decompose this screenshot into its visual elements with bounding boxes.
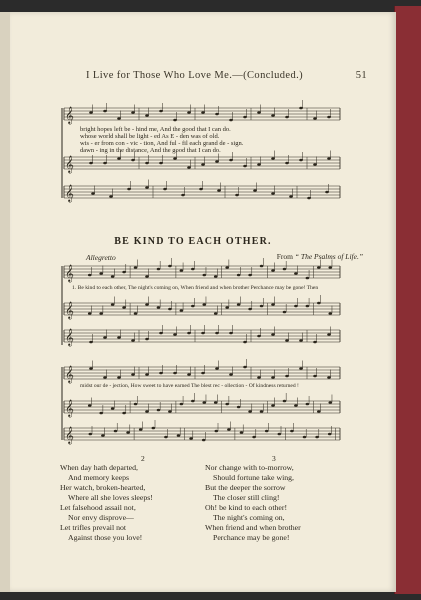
- note-head: [265, 430, 269, 433]
- running-head-title: I Live for Those Who Love Me.—(Concluded.): [86, 70, 304, 81]
- note-head: [243, 165, 247, 168]
- note-head: [257, 111, 261, 114]
- note-head: [187, 373, 191, 376]
- note-head: [88, 404, 92, 407]
- note-head: [237, 406, 241, 409]
- note-head: [215, 160, 219, 163]
- note-head: [283, 268, 287, 271]
- note-head: [191, 268, 195, 271]
- note-head: [283, 311, 287, 314]
- note-head: [187, 111, 191, 114]
- note-head: [217, 189, 221, 192]
- note-head: [173, 157, 177, 160]
- svg-text:𝄞: 𝄞: [65, 301, 74, 319]
- note-head: [327, 116, 331, 119]
- svg-text:𝄞: 𝄞: [65, 328, 74, 346]
- note-head: [131, 339, 135, 342]
- note-head: [180, 309, 184, 312]
- note-head: [152, 427, 156, 430]
- note-head: [114, 430, 118, 433]
- note-head: [187, 166, 191, 169]
- verse3: [205, 463, 301, 543]
- note-head: [285, 116, 289, 119]
- verse3-line: The night's coming on,: [213, 513, 285, 522]
- note-head: [139, 428, 143, 431]
- note-head: [248, 308, 252, 311]
- svg-text:𝄞: 𝄞: [65, 184, 74, 202]
- note-head: [243, 341, 247, 344]
- note-head: [271, 333, 275, 336]
- note-head: [315, 436, 319, 439]
- song2-lyric-line-1: 1. Be kind to each other, The night's coming on, When friend and when brother Perchance may be gone! Then: [72, 285, 319, 291]
- note-head: [317, 302, 321, 305]
- note-head: [145, 275, 149, 278]
- note-head: [117, 157, 121, 160]
- note-head: [157, 268, 161, 271]
- note-head: [260, 410, 264, 413]
- note-head: [307, 197, 311, 200]
- note-head: [145, 373, 149, 376]
- note-head: [145, 303, 149, 306]
- note-head: [227, 428, 231, 431]
- note-head: [127, 188, 131, 191]
- note-head: [122, 412, 126, 415]
- note-head: [235, 194, 239, 197]
- note-head: [159, 110, 163, 113]
- note-head: [101, 434, 105, 437]
- note-head: [327, 376, 331, 379]
- note-head: [159, 332, 163, 335]
- note-head: [271, 376, 275, 379]
- note-head: [325, 191, 329, 194]
- note-head: [134, 266, 138, 269]
- song2-lyric-line-2: midst our de - jection, How sweet to have earned The blest rec - ollection - Of kindness returned !: [80, 383, 299, 389]
- page-number: 51: [355, 70, 367, 81]
- note-head: [164, 436, 168, 439]
- note-head: [91, 192, 95, 195]
- note-head: [214, 312, 218, 315]
- note-head: [243, 366, 247, 369]
- verse3-line: Oh! be kind to each other!: [205, 503, 288, 512]
- note-head: [303, 436, 307, 439]
- verse3-number: 3: [272, 454, 276, 463]
- song2-staff-4: [64, 359, 340, 383]
- note-head: [285, 375, 289, 378]
- note-head: [117, 117, 121, 120]
- note-head: [181, 194, 185, 197]
- note-head: [103, 162, 107, 165]
- note-head: [103, 110, 107, 113]
- tempo-marking: Allegretto: [86, 253, 116, 262]
- note-head: [215, 367, 219, 370]
- note-head: [306, 277, 310, 280]
- note-head: [299, 367, 303, 370]
- note-head: [317, 266, 321, 269]
- note-head: [257, 163, 261, 166]
- note-head: [168, 410, 172, 413]
- verse2-line: Where all she loves sleeps!: [68, 493, 153, 502]
- note-head: [253, 189, 257, 192]
- svg-text:𝄞: 𝄞: [65, 106, 74, 124]
- note-head: [327, 157, 331, 160]
- note-head: [173, 372, 177, 375]
- note-head: [306, 403, 310, 406]
- note-head: [168, 308, 172, 311]
- note-head: [229, 332, 233, 335]
- song1-lyric-line-1: bright hopes left be - hind me, And the good that I can do.: [80, 126, 231, 133]
- verse2-line: Her watch, broken-hearted,: [60, 483, 146, 492]
- note-head: [187, 332, 191, 335]
- note-head: [191, 305, 195, 308]
- verse2: [60, 463, 153, 543]
- note-head: [328, 401, 332, 404]
- note-head: [117, 376, 121, 379]
- note-head: [201, 332, 205, 335]
- note-head: [229, 373, 233, 376]
- note-head: [89, 367, 93, 370]
- note-head: [214, 401, 218, 404]
- note-head: [285, 162, 289, 165]
- song1-lyric-line-3: wis - er from con - vic - tion, And ful - fil each grand de - sign.: [80, 140, 244, 147]
- note-head: [159, 162, 163, 165]
- note-head: [202, 303, 206, 306]
- note-head: [248, 274, 252, 277]
- note-head: [109, 195, 113, 198]
- note-head: [89, 162, 93, 165]
- note-head: [131, 373, 135, 376]
- note-head: [313, 163, 317, 166]
- verse2-line: Let trifles prevail not: [60, 523, 127, 532]
- verse3-line: Should fortune take wing,: [213, 473, 294, 482]
- note-head: [313, 117, 317, 120]
- note-head: [201, 163, 205, 166]
- note-head: [159, 372, 163, 375]
- note-head: [271, 157, 275, 160]
- note-head: [294, 305, 298, 308]
- note-head: [201, 111, 205, 114]
- note-head: [215, 332, 219, 335]
- note-head: [163, 188, 167, 191]
- svg-text:𝄞: 𝄞: [65, 155, 74, 173]
- note-head: [145, 338, 149, 341]
- note-head: [189, 437, 193, 440]
- source-title: “ The Psalms of Life.”: [294, 252, 363, 261]
- note-head: [180, 269, 184, 272]
- note-head: [202, 401, 206, 404]
- source-credit: [277, 252, 363, 261]
- verse3-line: But the deeper the sorrow: [205, 483, 286, 492]
- svg-text:𝄞: 𝄞: [65, 365, 74, 383]
- note-head: [313, 341, 317, 344]
- verse3-line: Nor change with to-morrow,: [205, 463, 294, 472]
- note-head: [168, 265, 172, 268]
- note-head: [290, 430, 294, 433]
- note-head: [111, 303, 115, 306]
- note-head: [99, 312, 103, 315]
- note-head: [299, 159, 303, 162]
- note-head: [214, 275, 218, 278]
- note-head: [202, 439, 206, 442]
- note-head: [283, 400, 287, 403]
- note-head: [157, 306, 161, 309]
- song1-lyric-line-4: dawn - ing in the distance, And the good that I can do.: [80, 147, 221, 154]
- note-head: [260, 305, 264, 308]
- note-head: [271, 404, 275, 407]
- note-head: [237, 303, 241, 306]
- note-head: [313, 375, 317, 378]
- note-head: [240, 431, 244, 434]
- note-head: [225, 266, 229, 269]
- note-head: [88, 312, 92, 315]
- note-head: [327, 333, 331, 336]
- note-head: [103, 336, 107, 339]
- verse3-line: When friend and when brother: [205, 523, 301, 532]
- note-head: [180, 403, 184, 406]
- note-head: [99, 412, 103, 415]
- note-head: [243, 116, 247, 119]
- note-head: [145, 186, 149, 189]
- note-head: [271, 303, 275, 306]
- note-head: [89, 341, 93, 344]
- note-head: [202, 274, 206, 277]
- song2-staff-6: [64, 420, 340, 444]
- note-head: [328, 433, 332, 436]
- note-head: [145, 410, 149, 413]
- note-head: [237, 274, 241, 277]
- verse2-line: Nor envy disprove—: [68, 513, 134, 522]
- svg-text:𝄞: 𝄞: [65, 264, 74, 282]
- note-head: [260, 265, 264, 268]
- note-head: [328, 312, 332, 315]
- note-head: [257, 335, 261, 338]
- verse2-line: When day hath departed,: [60, 463, 138, 472]
- note-head: [285, 339, 289, 342]
- note-head: [117, 336, 121, 339]
- verse3-line: The closer still cling!: [213, 493, 280, 502]
- note-head: [201, 372, 205, 375]
- song1-staff-1: [64, 100, 340, 124]
- note-head: [317, 410, 321, 413]
- verse2-line: And memory keeps: [68, 473, 130, 482]
- verse3-line: Perchance may be gone!: [213, 533, 290, 542]
- note-head: [131, 111, 135, 114]
- note-head: [328, 266, 332, 269]
- song2-staff-5: [64, 393, 340, 417]
- svg-text:𝄞: 𝄞: [65, 426, 74, 444]
- note-head: [248, 410, 252, 413]
- note-head: [126, 431, 130, 434]
- verse2-number: 2: [141, 454, 145, 463]
- note-head: [294, 272, 298, 275]
- song2-staff-3: [64, 325, 340, 346]
- note-head: [225, 306, 229, 309]
- note-head: [173, 119, 177, 122]
- verse2-line: Let falsehood assail not,: [60, 503, 136, 512]
- note-head: [271, 269, 275, 272]
- song2-staff-2: [64, 295, 340, 319]
- note-head: [215, 430, 219, 433]
- note-head: [229, 119, 233, 122]
- note-head: [111, 407, 115, 410]
- source-prefix: From: [276, 252, 293, 261]
- song-title: BE KIND TO EACH OTHER.: [114, 236, 272, 247]
- note-head: [271, 114, 275, 117]
- note-head: [229, 159, 233, 162]
- note-head: [177, 434, 181, 437]
- note-head: [131, 159, 135, 162]
- song1-lyric-line-2: whose world shall be light - ed As E - den was of old.: [80, 133, 220, 140]
- song1-staff-3: [64, 180, 340, 203]
- note-head: [88, 274, 92, 277]
- note-head: [89, 111, 93, 114]
- note-head: [199, 188, 203, 191]
- note-head: [89, 433, 93, 436]
- verse2-line: Against those you love!: [68, 533, 143, 542]
- note-head: [134, 312, 138, 315]
- note-head: [271, 192, 275, 195]
- note-head: [122, 306, 126, 309]
- note-head: [225, 403, 229, 406]
- svg-text:𝄞: 𝄞: [65, 399, 74, 417]
- note-head: [306, 305, 310, 308]
- note-head: [157, 409, 161, 412]
- note-head: [299, 107, 303, 110]
- note-head: [145, 162, 149, 165]
- note-head: [103, 376, 107, 379]
- note-head: [257, 376, 261, 379]
- note-head: [252, 436, 256, 439]
- note-head: [278, 433, 282, 436]
- note-head: [191, 400, 195, 403]
- note-head: [122, 271, 126, 274]
- note-head: [111, 275, 115, 278]
- note-head: [99, 272, 103, 275]
- note-head: [289, 195, 293, 198]
- note-head: [299, 339, 303, 342]
- note-head: [173, 333, 177, 336]
- note-head: [145, 114, 149, 117]
- note-head: [134, 403, 138, 406]
- note-head: [294, 404, 298, 407]
- note-head: [215, 113, 219, 116]
